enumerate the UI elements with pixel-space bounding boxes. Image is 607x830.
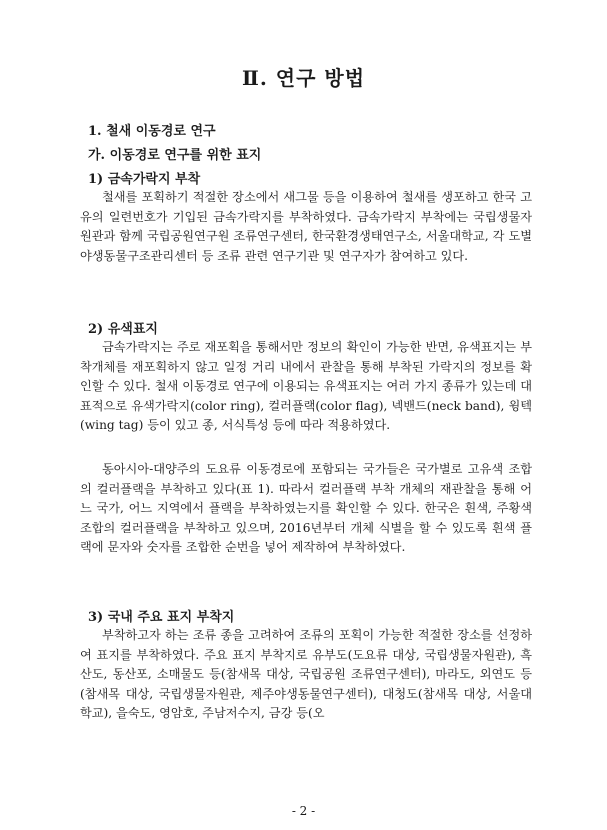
subheading-color-marker: 2) 유색표지	[88, 322, 158, 337]
section-heading: 1. 철새 이동경로 연구	[88, 124, 216, 139]
subsection-heading: 가. 이동경로 연구를 위한 표지	[88, 148, 262, 163]
paragraph-metal-ring: 철새를 포획하기 적절한 장소에서 새그물 등을 이용하여 철새를 생포하고 한국 고유의 일련번호가 기입된 금속가락지를 부착하였다. 금속가락지 부착에는 국립생물자원관과 함께 국립공원연구원 조류연구센터, 한국환경생태연구소, 서울대학교, 각 도별 야생동물구조관리센터 등 조류 관련 연구기관 및 연구자가 참여하고 있다.	[80, 190, 532, 263]
subheading-metal-ring: 1) 금속가락지 부착	[88, 172, 201, 187]
subheading-banding-sites: 3) 국내 주요 표지 부착지	[88, 610, 235, 625]
paragraph-banding-sites: 부착하고자 하는 조류 종을 고려하여 조류의 포획이 가능한 적절한 장소를 선정하여 표지를 부착하였다. 주요 표지 부착지로 유부도(도요류 대상, 국립생물자원관), 흑산도, 동산포, 소매물도 등(참새목 대상, 국립공원 조류연구센터), 마라도, 외연도 등(참새목 대상, 국립생물자원관, 제주야생동물연구센터), 대청도(참새목 대상, 서울대학교), 을숙도, 영암호, 주남저수지, 금강 등(오	[80, 628, 532, 721]
paragraph-color-flag: 동아시아-대양주의 도요류 이동경로에 포함되는 국가들은 국가별로 고유색 조합의 컬러플랙을 부착하고 있다(표 1). 따라서 컬러플랙 부착 개체의 재관찰을 통해 어느 국가, 어느 지역에서 플랙을 부착하였는지를 확인할 수 있다. 한국은 흰색, 주황색 조합의 컬러플랙을 부착하고 있으며, 2016년부터 개체 식별을 할 수 있도록 흰색 플랙에 문자와 숫자를 조합한 순번을 넣어 제작하여 부착하였다.	[80, 462, 532, 555]
paragraph-color-marker: 금속가락지는 주로 재포획을 통해서만 정보의 확인이 가능한 반면, 유색표지는 부착개체를 재포획하지 않고 일정 거리 내에서 관찰을 통해 부착된 가락지의 정보를 확인할 수 있다. 철새 이동경로 연구에 이용되는 유색표지는 여러 가지 종류가 있는데 대표적으로 유색가락지(color ring), 컬러플랙(color flag), 넥밴드(neck band), 윙텍(wing tag) 등이 있고 종, 서식특성 등에 따라 적용하였다.	[80, 340, 532, 433]
page-title: Ⅱ. 연구 방법	[241, 66, 366, 90]
page-number: - 2 -	[291, 804, 316, 818]
